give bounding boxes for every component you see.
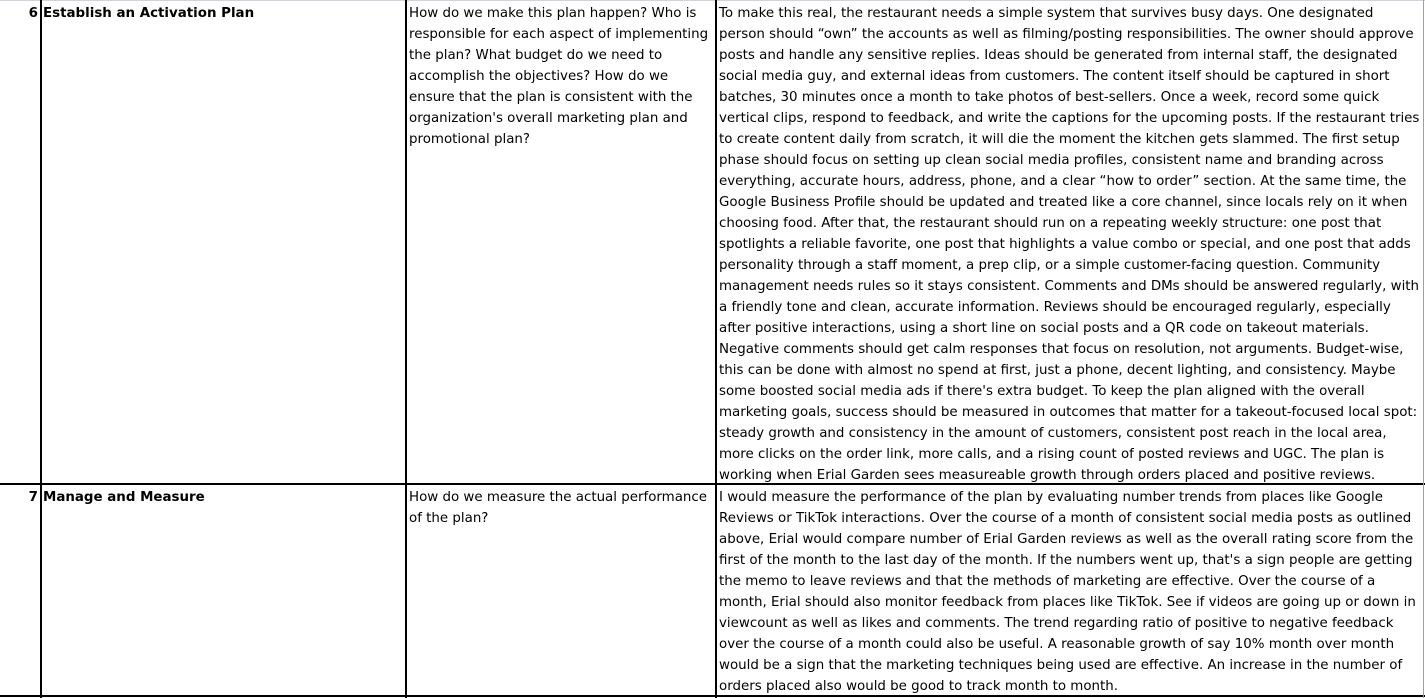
- answer-cell[interactable]: I would measure the performance of the plan by evaluating number trends from places like Google Reviews or TikTok interactions. Over the course of a month of consistent social media posts as outlined above, Erial would compare number of Erial Garden reviews as well as the overall rating score from the first of the month to the last day of the month. If the numbers went up, that's a sign people are getting the memo to leave reviews and that the methods of marketing are effective. Over the course of a month, Erial should also monitor feedback from places like TikTok. See if videos are going up or down in viewcount as well as likes and comments. The trend regarding ratio of positive to negative feedback over the course of a month could also be useful. A reasonable growth of say 10% month over month would be a sign that the marketing techniques being used are effective. An increase in the number of orders placed also would be good to track month to month.: [719, 490, 1416, 694]
- row-border: [0, 695, 1425, 697]
- grid-line: [0, 0, 1425, 1]
- row-border: [0, 483, 1425, 485]
- question-cell[interactable]: How do we make this plan happen? Who is responsible for each aspect of implementing the plan? What budget do we need to accomplish the objectives? How do we ensure that the plan is consistent with the organization's overall marketing plan and promotional plan?: [409, 6, 709, 147]
- stage-cell[interactable]: Establish an Activation Plan: [43, 6, 255, 21]
- column-border: [40, 0, 42, 698]
- grid-line: [1423, 0, 1424, 698]
- question-cell[interactable]: How do we measure the actual performance of the plan?: [409, 490, 708, 526]
- column-border: [405, 0, 407, 698]
- column-border: [715, 0, 717, 698]
- row-number-cell[interactable]: 7: [28, 490, 38, 505]
- stage-cell[interactable]: Manage and Measure: [43, 490, 205, 505]
- answer-cell[interactable]: To make this real, the restaurant needs a simple system that survives busy days. One designated person should “own” the accounts as well as filming/posting responsibilities. The owner should approve posts and handle any sensitive replies. Ideas should be generated from internal staff, the designated social media guy, and external ideas from customers. The content itself should be captured in short batches, 30 minutes once a month to take photos of best-sellers. Once a week, record some quick vertical clips, respond to feedback, and write the captions for the upcoming posts. If the restaurant tries to create content daily from scratch, it will die the moment the kitchen gets slammed. The first setup phase should focus on setting up clean social media profiles, consistent name and branding across everything, accurate hours, address, phone, and a clear “how to order” section. At the same time, the Google Business Profile should be updated and treated like a core channel, since locals rely on it when choosing food. After that, the restaurant should run on a repeating weekly structure: one post that spotlights a reliable favorite, one post that highlights a value combo or special, and one post that adds personality through a staff moment, a prep clip, or a simple customer-facing question. Community management needs rules so it stays consistent. Comments and DMs should be answered regularly, with a friendly tone and clean, accurate information. Reviews should be encouraged regularly, especially after positive interactions, using a short line on social posts and a QR code on takeout materials. Negative comments should get calm responses that focus on resolution, not arguments. Budget-wise, this can be done with almost no spend at first, just a phone, decent lighting, and consistency. Maybe some boosted social media ads if there's extra budget. To keep the plan aligned with the overall marketing goals, success should be measured in outcomes that matter for a takeout-focused local spot: steady growth and consistency in the amount of customers, consistent post reach in the local area, more clicks on the order link, more calls, and a rising count of posted reviews and UGC. The plan is working when Erial Garden sees measureable growth through orders placed and positive reviews.: [719, 6, 1420, 483]
- row-number-cell[interactable]: 6: [28, 6, 38, 21]
